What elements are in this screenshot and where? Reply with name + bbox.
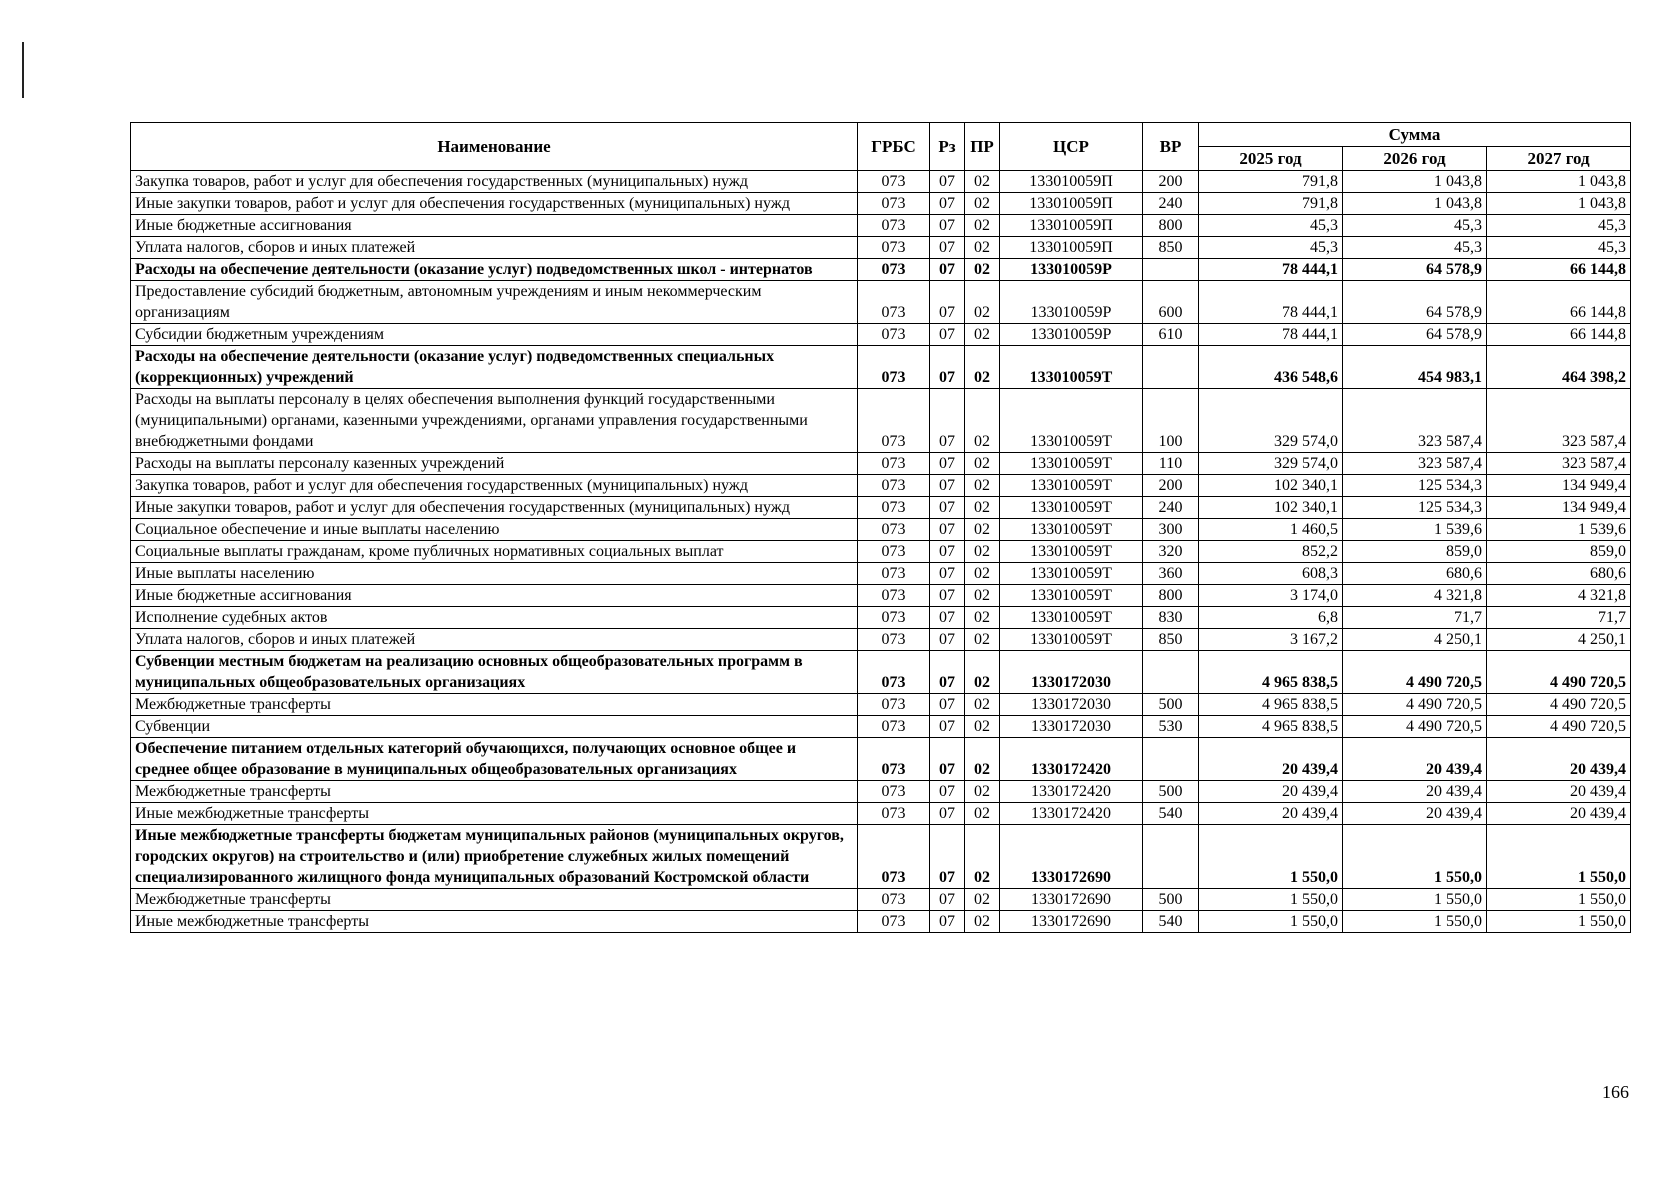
cell-sum-2026: 20 439,4 <box>1343 738 1487 781</box>
cell-sum-2027: 134 949,4 <box>1487 497 1631 519</box>
cell-grbs: 073 <box>858 215 930 237</box>
page-number: 166 <box>1602 1082 1629 1102</box>
cell-sum-2025: 6,8 <box>1199 607 1343 629</box>
cell-sum-2027: 680,6 <box>1487 563 1631 585</box>
cell-rz: 07 <box>930 803 965 825</box>
cell-sum-2027: 45,3 <box>1487 237 1631 259</box>
header-vr: ВР <box>1143 123 1199 171</box>
cell-grbs: 073 <box>858 497 930 519</box>
cell-rz: 07 <box>930 259 965 281</box>
cell-name: Предоставление субсидий бюджетным, автономным учреждениям и иным некоммерческим организациям <box>131 281 858 324</box>
cell-grbs: 073 <box>858 716 930 738</box>
cell-sum-2026: 323 587,4 <box>1343 453 1487 475</box>
cell-csr: 133010059Т <box>1000 629 1143 651</box>
cell-csr: 133010059Т <box>1000 346 1143 389</box>
table-row <box>131 237 1631 259</box>
cell-grbs: 073 <box>858 738 930 781</box>
cell-csr: 133010059Т <box>1000 519 1143 541</box>
table-row <box>131 585 1631 607</box>
cell-sum-2025: 436 548,6 <box>1199 346 1343 389</box>
cell-sum-2026: 1 043,8 <box>1343 171 1487 193</box>
cell-name: Расходы на обеспечение деятельности (оказание услуг) подведомственных школ - интернатов <box>131 259 858 281</box>
cell-sum-2027: 20 439,4 <box>1487 738 1631 781</box>
cell-pr: 02 <box>965 911 1000 933</box>
table-row <box>131 475 1631 497</box>
cell-sum-2025: 608,3 <box>1199 563 1343 585</box>
cell-sum-2027: 71,7 <box>1487 607 1631 629</box>
cell-grbs: 073 <box>858 911 930 933</box>
cell-vr: 530 <box>1143 716 1199 738</box>
cell-vr: 200 <box>1143 171 1199 193</box>
cell-sum-2027: 66 144,8 <box>1487 259 1631 281</box>
cell-sum-2025: 791,8 <box>1199 171 1343 193</box>
cell-vr <box>1143 825 1199 889</box>
cell-pr: 02 <box>965 716 1000 738</box>
cell-csr: 1330172690 <box>1000 911 1143 933</box>
cell-name: Иные бюджетные ассигнования <box>131 585 858 607</box>
table-row <box>131 889 1631 911</box>
cell-name: Межбюджетные трансферты <box>131 781 858 803</box>
cell-pr: 02 <box>965 694 1000 716</box>
cell-vr: 850 <box>1143 237 1199 259</box>
cell-csr: 133010059П <box>1000 193 1143 215</box>
cell-rz: 07 <box>930 694 965 716</box>
table-row <box>131 171 1631 193</box>
table-row <box>131 389 1631 453</box>
header-sum: Сумма <box>1199 123 1631 147</box>
cell-sum-2027: 134 949,4 <box>1487 475 1631 497</box>
table-row <box>131 607 1631 629</box>
cell-rz: 07 <box>930 563 965 585</box>
cell-vr: 540 <box>1143 911 1199 933</box>
cell-vr: 610 <box>1143 324 1199 346</box>
cell-pr: 02 <box>965 607 1000 629</box>
cell-grbs: 073 <box>858 541 930 563</box>
cell-vr: 110 <box>1143 453 1199 475</box>
cell-pr: 02 <box>965 281 1000 324</box>
cell-vr <box>1143 259 1199 281</box>
cell-rz: 07 <box>930 497 965 519</box>
cell-vr: 360 <box>1143 563 1199 585</box>
budget-table <box>130 122 1631 933</box>
cell-vr <box>1143 738 1199 781</box>
cell-grbs: 073 <box>858 803 930 825</box>
cell-csr: 133010059Т <box>1000 563 1143 585</box>
cell-pr: 02 <box>965 781 1000 803</box>
cell-rz: 07 <box>930 453 965 475</box>
table-row <box>131 563 1631 585</box>
cell-rz: 07 <box>930 889 965 911</box>
cell-pr: 02 <box>965 497 1000 519</box>
header-pr: ПР <box>965 123 1000 171</box>
cell-sum-2027: 20 439,4 <box>1487 803 1631 825</box>
cell-sum-2025: 45,3 <box>1199 237 1343 259</box>
cell-rz: 07 <box>930 324 965 346</box>
header-csr: ЦСР <box>1000 123 1143 171</box>
cell-pr: 02 <box>965 453 1000 475</box>
cell-vr: 500 <box>1143 781 1199 803</box>
cell-pr: 02 <box>965 346 1000 389</box>
cell-sum-2025: 1 460,5 <box>1199 519 1343 541</box>
cell-grbs: 073 <box>858 889 930 911</box>
cell-pr: 02 <box>965 738 1000 781</box>
cell-rz: 07 <box>930 346 965 389</box>
cell-name: Субсидии бюджетным учреждениям <box>131 324 858 346</box>
cell-sum-2026: 1 539,6 <box>1343 519 1487 541</box>
cell-sum-2025: 3 167,2 <box>1199 629 1343 651</box>
cell-sum-2026: 4 250,1 <box>1343 629 1487 651</box>
cell-sum-2026: 4 321,8 <box>1343 585 1487 607</box>
cell-rz: 07 <box>930 585 965 607</box>
cell-rz: 07 <box>930 607 965 629</box>
cell-name: Социальные выплаты гражданам, кроме публичных нормативных социальных выплат <box>131 541 858 563</box>
cell-vr: 100 <box>1143 389 1199 453</box>
table-body <box>131 171 1631 933</box>
cell-sum-2025: 329 574,0 <box>1199 453 1343 475</box>
cell-sum-2027: 4 321,8 <box>1487 585 1631 607</box>
cell-pr: 02 <box>965 171 1000 193</box>
table-row <box>131 215 1631 237</box>
cell-sum-2027: 1 550,0 <box>1487 825 1631 889</box>
table-row <box>131 193 1631 215</box>
cell-name: Межбюджетные трансферты <box>131 889 858 911</box>
cell-sum-2025: 329 574,0 <box>1199 389 1343 453</box>
cell-sum-2026: 1 550,0 <box>1343 911 1487 933</box>
cell-sum-2027: 66 144,8 <box>1487 324 1631 346</box>
cell-sum-2026: 454 983,1 <box>1343 346 1487 389</box>
cell-pr: 02 <box>965 629 1000 651</box>
cell-sum-2026: 1 043,8 <box>1343 193 1487 215</box>
cell-sum-2026: 64 578,9 <box>1343 281 1487 324</box>
cell-grbs: 073 <box>858 563 930 585</box>
header-year-2026: 2026 год <box>1343 147 1487 171</box>
cell-grbs: 073 <box>858 475 930 497</box>
cell-rz: 07 <box>930 475 965 497</box>
cell-name: Уплата налогов, сборов и иных платежей <box>131 237 858 259</box>
cell-rz: 07 <box>930 651 965 694</box>
cell-name: Иные бюджетные ассигнования <box>131 215 858 237</box>
cell-vr: 830 <box>1143 607 1199 629</box>
cell-name: Расходы на выплаты персоналу казенных учреждений <box>131 453 858 475</box>
cell-sum-2026: 4 490 720,5 <box>1343 694 1487 716</box>
cell-rz: 07 <box>930 825 965 889</box>
cell-sum-2026: 4 490 720,5 <box>1343 716 1487 738</box>
cell-name: Социальное обеспечение и иные выплаты населению <box>131 519 858 541</box>
cell-pr: 02 <box>965 541 1000 563</box>
cell-sum-2027: 1 043,8 <box>1487 193 1631 215</box>
header-name: Наименование <box>131 123 858 171</box>
cell-sum-2027: 323 587,4 <box>1487 453 1631 475</box>
cell-pr: 02 <box>965 215 1000 237</box>
cell-name: Иные выплаты населению <box>131 563 858 585</box>
cell-rz: 07 <box>930 911 965 933</box>
table-row <box>131 651 1631 694</box>
cell-sum-2027: 4 490 720,5 <box>1487 694 1631 716</box>
cell-name: Закупка товаров, работ и услуг для обеспечения государственных (муниципальных) нужд <box>131 171 858 193</box>
cell-vr: 300 <box>1143 519 1199 541</box>
cell-sum-2026: 125 534,3 <box>1343 497 1487 519</box>
cell-rz: 07 <box>930 738 965 781</box>
cell-sum-2025: 102 340,1 <box>1199 497 1343 519</box>
cell-name: Уплата налогов, сборов и иных платежей <box>131 629 858 651</box>
cell-sum-2027: 66 144,8 <box>1487 281 1631 324</box>
table-row <box>131 519 1631 541</box>
cell-rz: 07 <box>930 281 965 324</box>
cell-rz: 07 <box>930 781 965 803</box>
header-year-2027: 2027 год <box>1487 147 1631 171</box>
cell-sum-2026: 64 578,9 <box>1343 259 1487 281</box>
cell-vr: 800 <box>1143 585 1199 607</box>
cell-sum-2027: 464 398,2 <box>1487 346 1631 389</box>
cell-rz: 07 <box>930 629 965 651</box>
cell-vr <box>1143 651 1199 694</box>
cell-sum-2027: 1 043,8 <box>1487 171 1631 193</box>
cell-csr: 1330172690 <box>1000 889 1143 911</box>
cell-vr: 500 <box>1143 694 1199 716</box>
cell-pr: 02 <box>965 825 1000 889</box>
cell-csr: 133010059Р <box>1000 324 1143 346</box>
cell-csr: 133010059Т <box>1000 585 1143 607</box>
cell-sum-2025: 20 439,4 <box>1199 803 1343 825</box>
cell-sum-2026: 20 439,4 <box>1343 781 1487 803</box>
cell-sum-2027: 1 539,6 <box>1487 519 1631 541</box>
cell-sum-2026: 64 578,9 <box>1343 324 1487 346</box>
cell-csr: 133010059Т <box>1000 475 1143 497</box>
table-header <box>131 123 1631 171</box>
cell-grbs: 073 <box>858 389 930 453</box>
cell-sum-2025: 78 444,1 <box>1199 281 1343 324</box>
cell-sum-2026: 323 587,4 <box>1343 389 1487 453</box>
cell-vr: 600 <box>1143 281 1199 324</box>
cell-rz: 07 <box>930 215 965 237</box>
cell-csr: 1330172030 <box>1000 694 1143 716</box>
cell-vr: 320 <box>1143 541 1199 563</box>
cell-vr: 540 <box>1143 803 1199 825</box>
cell-sum-2026: 45,3 <box>1343 237 1487 259</box>
header-grbs: ГРБС <box>858 123 930 171</box>
cell-grbs: 073 <box>858 324 930 346</box>
cell-name: Иные закупки товаров, работ и услуг для обеспечения государственных (муниципальных) нужд <box>131 193 858 215</box>
cell-sum-2025: 20 439,4 <box>1199 738 1343 781</box>
cell-sum-2025: 1 550,0 <box>1199 825 1343 889</box>
cell-csr: 133010059П <box>1000 237 1143 259</box>
table-row <box>131 803 1631 825</box>
cell-grbs: 073 <box>858 585 930 607</box>
cell-grbs: 073 <box>858 281 930 324</box>
cell-rz: 07 <box>930 519 965 541</box>
cell-name: Исполнение судебных актов <box>131 607 858 629</box>
cell-sum-2027: 1 550,0 <box>1487 889 1631 911</box>
cell-sum-2026: 680,6 <box>1343 563 1487 585</box>
cell-vr <box>1143 346 1199 389</box>
cell-grbs: 073 <box>858 825 930 889</box>
cell-grbs: 073 <box>858 607 930 629</box>
cell-csr: 1330172420 <box>1000 781 1143 803</box>
cell-pr: 02 <box>965 519 1000 541</box>
cell-csr: 1330172690 <box>1000 825 1143 889</box>
cell-csr: 133010059Т <box>1000 607 1143 629</box>
cell-name: Закупка товаров, работ и услуг для обеспечения государственных (муниципальных) нужд <box>131 475 858 497</box>
cell-sum-2026: 1 550,0 <box>1343 889 1487 911</box>
cell-sum-2025: 4 965 838,5 <box>1199 651 1343 694</box>
cell-vr: 500 <box>1143 889 1199 911</box>
cell-pr: 02 <box>965 651 1000 694</box>
cell-pr: 02 <box>965 259 1000 281</box>
cell-sum-2027: 859,0 <box>1487 541 1631 563</box>
cell-rz: 07 <box>930 389 965 453</box>
cell-sum-2025: 78 444,1 <box>1199 324 1343 346</box>
cell-grbs: 073 <box>858 694 930 716</box>
cell-vr: 240 <box>1143 497 1199 519</box>
cell-pr: 02 <box>965 389 1000 453</box>
cell-name: Иные межбюджетные трансферты <box>131 803 858 825</box>
cell-sum-2026: 71,7 <box>1343 607 1487 629</box>
cell-grbs: 073 <box>858 519 930 541</box>
cell-grbs: 073 <box>858 629 930 651</box>
table-row <box>131 629 1631 651</box>
table-row <box>131 541 1631 563</box>
cell-sum-2027: 4 490 720,5 <box>1487 651 1631 694</box>
cell-sum-2025: 78 444,1 <box>1199 259 1343 281</box>
cell-name: Субвенции местным бюджетам на реализацию основных общеобразовательных программ в муниципальных общеобразовательных организациях <box>131 651 858 694</box>
cell-grbs: 073 <box>858 193 930 215</box>
cell-csr: 133010059П <box>1000 171 1143 193</box>
cell-name: Иные межбюджетные трансферты <box>131 911 858 933</box>
cell-csr: 133010059Т <box>1000 541 1143 563</box>
cell-csr: 1330172420 <box>1000 738 1143 781</box>
table-row <box>131 497 1631 519</box>
cell-grbs: 073 <box>858 453 930 475</box>
cell-csr: 133010059Т <box>1000 453 1143 475</box>
cell-pr: 02 <box>965 324 1000 346</box>
header-year-2025: 2025 год <box>1199 147 1343 171</box>
table-row <box>131 324 1631 346</box>
cell-sum-2027: 4 490 720,5 <box>1487 716 1631 738</box>
cell-rz: 07 <box>930 171 965 193</box>
cell-name: Иные закупки товаров, работ и услуг для обеспечения государственных (муниципальных) нужд <box>131 497 858 519</box>
cell-rz: 07 <box>930 716 965 738</box>
cell-pr: 02 <box>965 585 1000 607</box>
cell-csr: 1330172030 <box>1000 651 1143 694</box>
table-row <box>131 738 1631 781</box>
cell-sum-2026: 859,0 <box>1343 541 1487 563</box>
cell-vr: 800 <box>1143 215 1199 237</box>
cell-name: Расходы на выплаты персоналу в целях обеспечения выполнения функций государственными (муниципальными) органами, казенными учреждениями, органами управления государственными внебюджетными фондами <box>131 389 858 453</box>
cell-sum-2025: 4 965 838,5 <box>1199 694 1343 716</box>
cell-pr: 02 <box>965 563 1000 585</box>
table-row <box>131 716 1631 738</box>
cell-csr: 1330172420 <box>1000 803 1143 825</box>
cell-sum-2025: 1 550,0 <box>1199 911 1343 933</box>
budget-table-container <box>130 122 1630 933</box>
cell-sum-2027: 323 587,4 <box>1487 389 1631 453</box>
cell-vr: 850 <box>1143 629 1199 651</box>
scan-edge-mark <box>22 42 24 98</box>
cell-pr: 02 <box>965 889 1000 911</box>
cell-grbs: 073 <box>858 651 930 694</box>
cell-sum-2025: 20 439,4 <box>1199 781 1343 803</box>
cell-grbs: 073 <box>858 346 930 389</box>
cell-name: Иные межбюджетные трансферты бюджетам муниципальных районов (муниципальных округов, городских округов) на строительство и (или) приобретение служебных жилых помещений специализированного жилищного фонда муниципальных образований Костромской области <box>131 825 858 889</box>
table-row <box>131 781 1631 803</box>
cell-sum-2026: 20 439,4 <box>1343 803 1487 825</box>
cell-name: Межбюджетные трансферты <box>131 694 858 716</box>
cell-sum-2025: 45,3 <box>1199 215 1343 237</box>
cell-vr: 240 <box>1143 193 1199 215</box>
cell-sum-2026: 4 490 720,5 <box>1343 651 1487 694</box>
cell-csr: 133010059Р <box>1000 281 1143 324</box>
cell-name: Обеспечение питанием отдельных категорий обучающихся, получающих основное общее и среднее общее образование в муниципальных общеобразовательных организациях <box>131 738 858 781</box>
cell-sum-2025: 4 965 838,5 <box>1199 716 1343 738</box>
cell-csr: 1330172030 <box>1000 716 1143 738</box>
cell-sum-2026: 125 534,3 <box>1343 475 1487 497</box>
cell-rz: 07 <box>930 237 965 259</box>
cell-sum-2025: 1 550,0 <box>1199 889 1343 911</box>
cell-grbs: 073 <box>858 259 930 281</box>
cell-sum-2027: 20 439,4 <box>1487 781 1631 803</box>
cell-rz: 07 <box>930 193 965 215</box>
cell-rz: 07 <box>930 541 965 563</box>
cell-sum-2026: 1 550,0 <box>1343 825 1487 889</box>
cell-csr: 133010059Т <box>1000 497 1143 519</box>
cell-sum-2025: 852,2 <box>1199 541 1343 563</box>
cell-pr: 02 <box>965 193 1000 215</box>
cell-vr: 200 <box>1143 475 1199 497</box>
cell-pr: 02 <box>965 803 1000 825</box>
cell-csr: 133010059П <box>1000 215 1143 237</box>
cell-pr: 02 <box>965 475 1000 497</box>
cell-name: Субвенции <box>131 716 858 738</box>
cell-sum-2027: 45,3 <box>1487 215 1631 237</box>
table-row <box>131 911 1631 933</box>
table-row <box>131 694 1631 716</box>
table-row <box>131 453 1631 475</box>
cell-csr: 133010059Т <box>1000 389 1143 453</box>
cell-sum-2025: 3 174,0 <box>1199 585 1343 607</box>
cell-grbs: 073 <box>858 781 930 803</box>
cell-sum-2025: 102 340,1 <box>1199 475 1343 497</box>
cell-sum-2027: 4 250,1 <box>1487 629 1631 651</box>
cell-pr: 02 <box>965 237 1000 259</box>
cell-sum-2027: 1 550,0 <box>1487 911 1631 933</box>
cell-sum-2026: 45,3 <box>1343 215 1487 237</box>
table-row <box>131 259 1631 281</box>
table-row <box>131 346 1631 389</box>
cell-csr: 133010059Р <box>1000 259 1143 281</box>
table-row <box>131 825 1631 889</box>
cell-sum-2025: 791,8 <box>1199 193 1343 215</box>
cell-grbs: 073 <box>858 171 930 193</box>
table-row <box>131 281 1631 324</box>
cell-name: Расходы на обеспечение деятельности (оказание услуг) подведомственных специальных (коррекционных) учреждений <box>131 346 858 389</box>
cell-grbs: 073 <box>858 237 930 259</box>
header-rz: Рз <box>930 123 965 171</box>
